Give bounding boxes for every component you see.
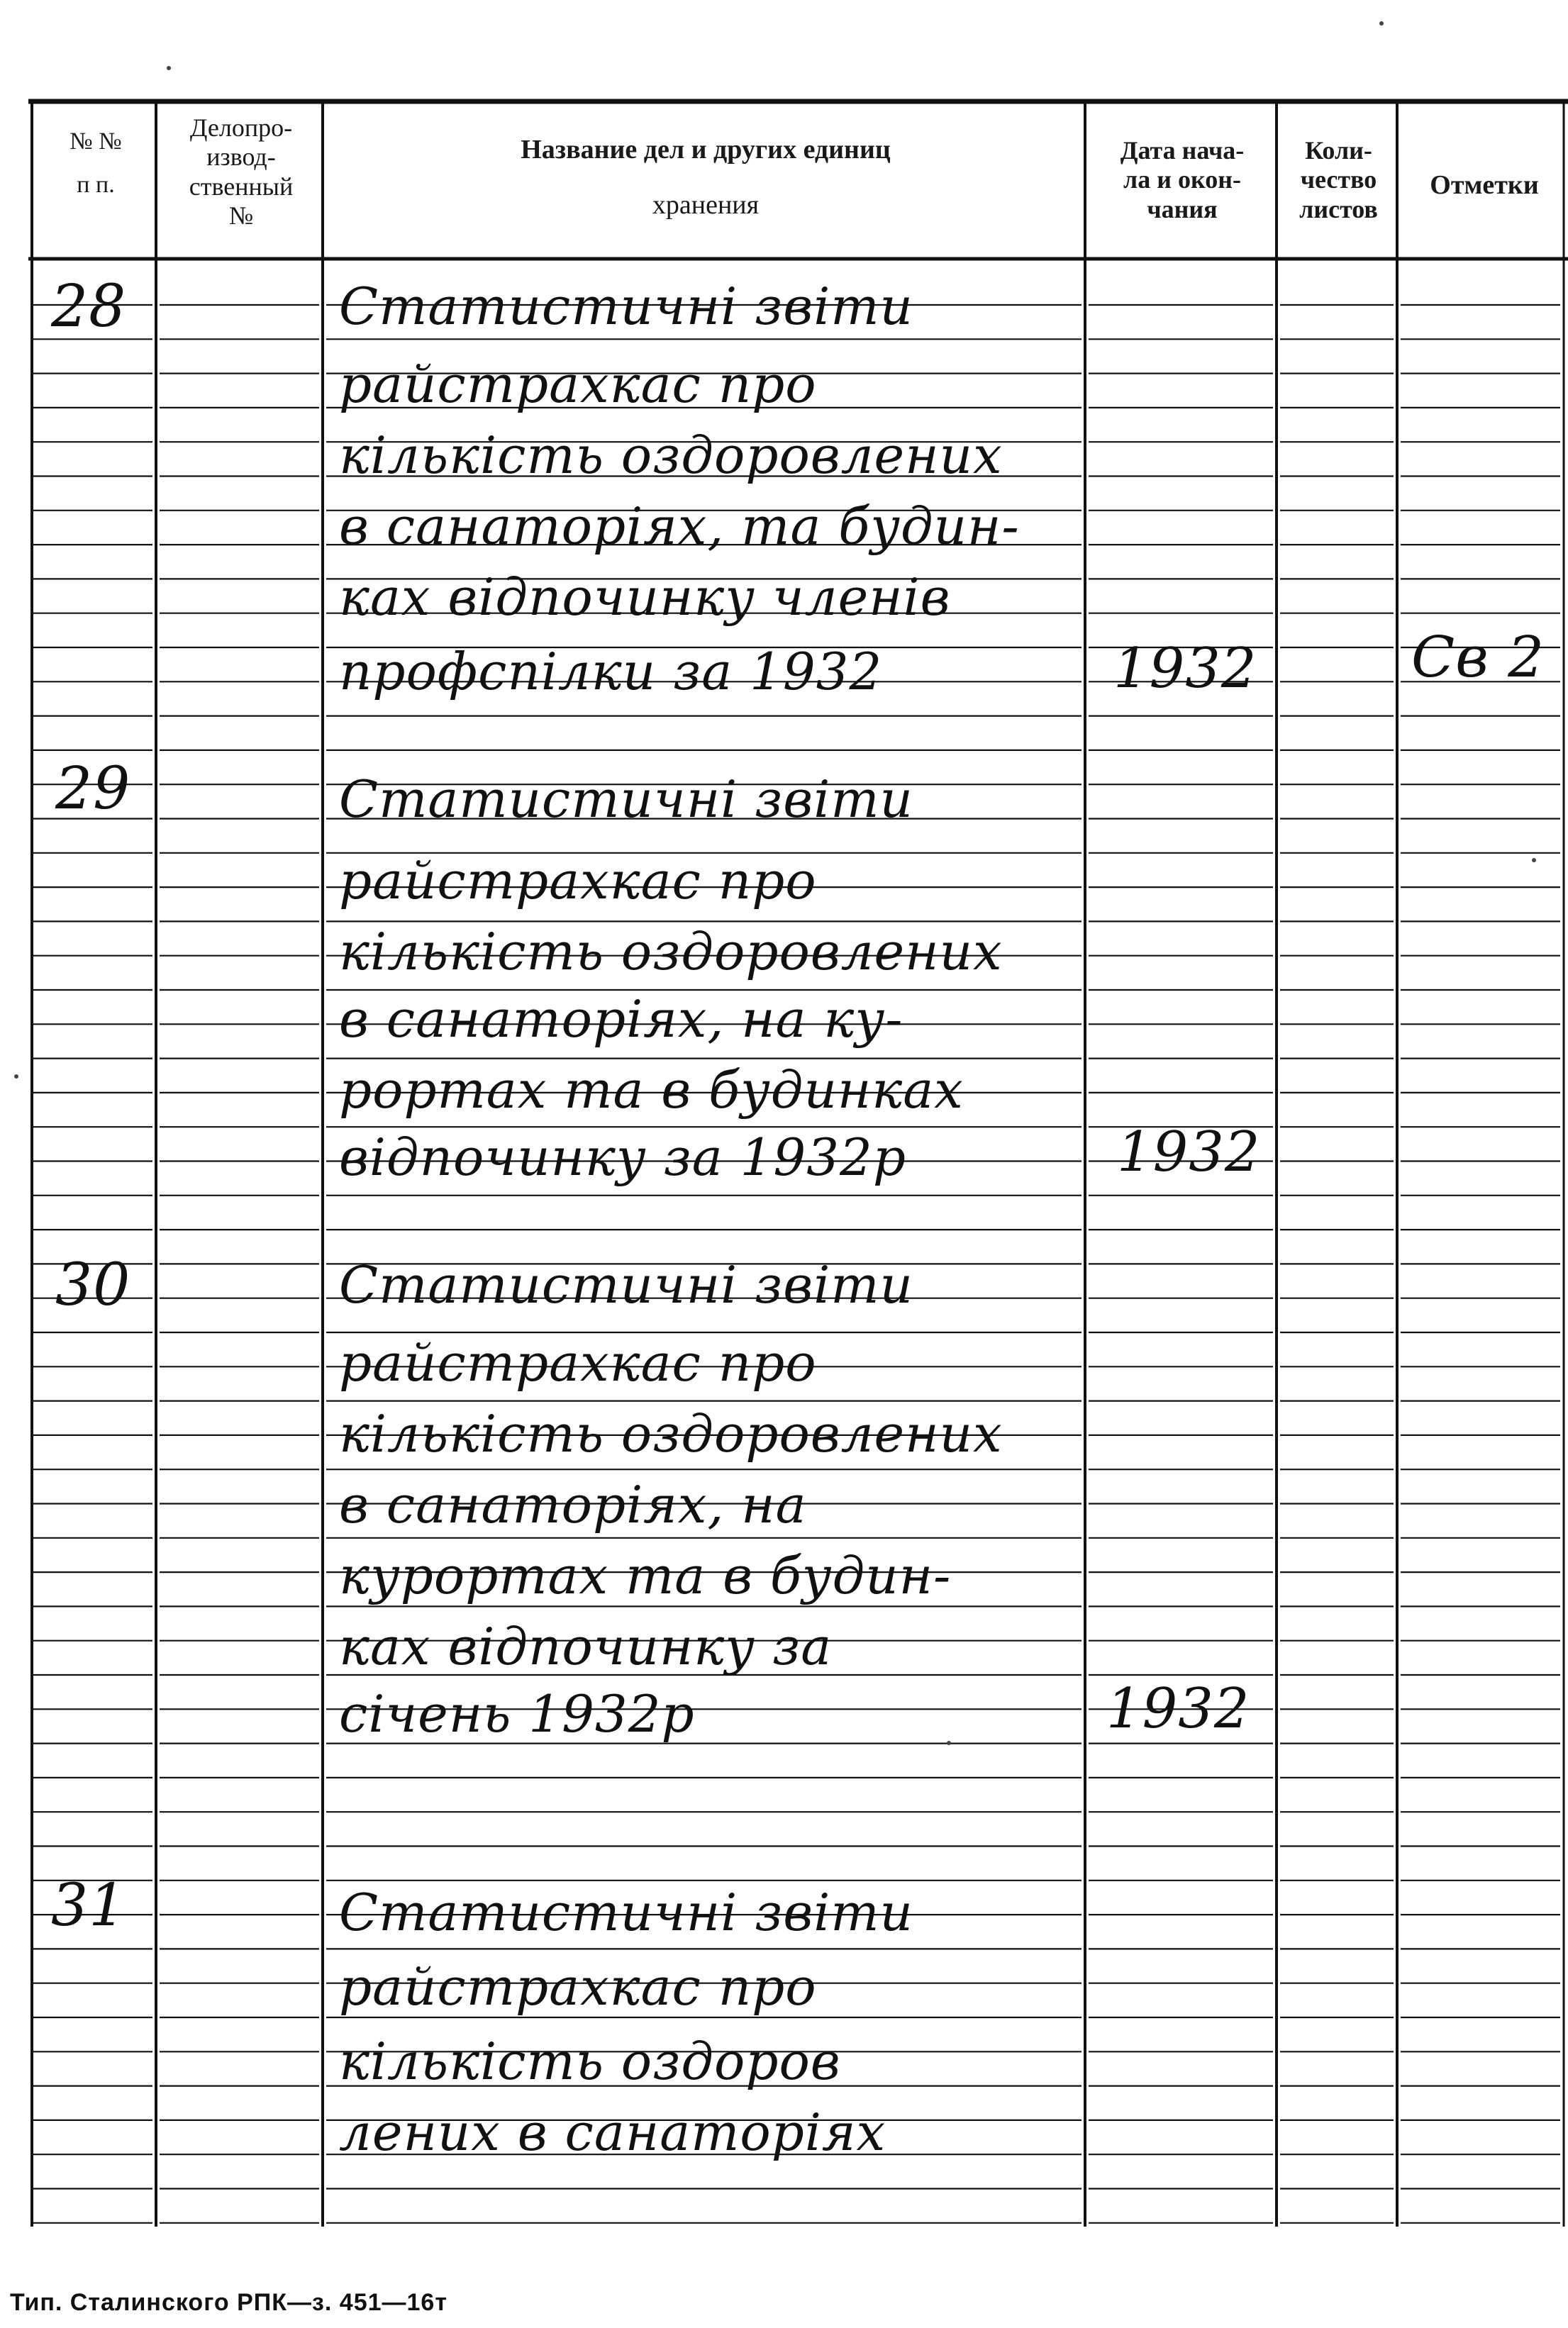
entry-date: 1932 [1106,1677,1250,1741]
paper-speck [14,1074,18,1079]
header-col-sheets-line1: Коли- [1305,136,1372,165]
entry-number: 31 [51,1872,127,1939]
entry-title-line: рортах та в будинках [339,1060,964,1120]
header-col-dates [1086,136,1278,224]
header-col-title-line1: Название дел и других единиц [521,135,891,165]
header-col-title-line2: хранения [652,189,760,220]
header-col-sheets-line2: чество [1300,165,1377,194]
header-col-office-line2: извод- [206,143,276,172]
paper-speck [167,66,171,70]
header-col-sheets [1280,136,1397,224]
entry-title-line: райстрахкас про [339,355,817,414]
entry-title-line: Статистичні звіти [339,1883,913,1942]
header-col-office-line4: № [228,201,254,230]
entry-title-line: ках відпочинку за [339,1617,833,1676]
paper-speck [947,1741,951,1745]
header-col-office-number [160,113,323,231]
entry-title-line: курортах та в будин- [339,1546,952,1605]
header-col-office-line1: Делопро- [189,113,293,142]
entry-title-line: січень 1932р [339,1684,695,1744]
header-col-notes-label: Отметки [1430,170,1539,200]
entry-title-line: в санаторіях, та будин- [339,496,1020,556]
entry-title-line: в санаторіях, на ку- [339,989,903,1049]
header-col-number [35,128,156,199]
header-col-number-line1: № № [69,128,122,155]
entry-number: 29 [55,755,131,823]
entry-title-line: кількість оздоровлених [339,922,1003,981]
entry-title-line: райстрахкас про [339,1333,817,1393]
entry-title-line: в санаторіях, на [339,1475,807,1535]
header-col-number-line2: п п. [77,172,115,199]
paper-speck [1532,858,1536,862]
header-col-dates-line1: Дата нача- [1120,136,1245,165]
header-col-notes [1401,170,1568,201]
header-col-dates-line3: чания [1147,194,1218,223]
printer-imprint: Тип. Сталинского РПК—з. 451—16т [10,2289,447,2316]
entry-note: Св 2 [1411,624,1545,690]
entry-title-line: Статистичні звіти [339,277,913,336]
entry-title-line: кількість оздоров [339,2032,841,2091]
entry-title-line: ках відпочинку членів [339,567,951,627]
header-col-office-line3: ственный [189,172,294,201]
entry-title-line: кількість оздоровлених [339,1404,1003,1464]
entry-number: 30 [55,1252,131,1319]
paper-speck [1379,21,1384,26]
entry-title-line: райстрахкас про [339,851,817,910]
header-col-title [326,135,1085,221]
entry-number: 28 [51,273,127,340]
entry-title-line: кількість оздоровлених [339,425,1003,485]
entry-title-line: Статистичні звіти [339,1255,913,1315]
entry-date: 1932 [1113,637,1257,701]
entry-date: 1932 [1117,1120,1261,1184]
entry-title-line: профспілки за 1932 [339,642,883,701]
entry-title-line: відпочинку за 1932р [339,1127,906,1187]
header-col-dates-line2: ла и окон- [1123,165,1241,194]
header-col-sheets-line3: листов [1299,194,1378,223]
entry-title-line: Статистичні звіти [339,769,913,829]
entry-title-line: лених в санаторіях [339,2103,886,2162]
entry-title-line: райстрахкас про [339,1957,817,2017]
